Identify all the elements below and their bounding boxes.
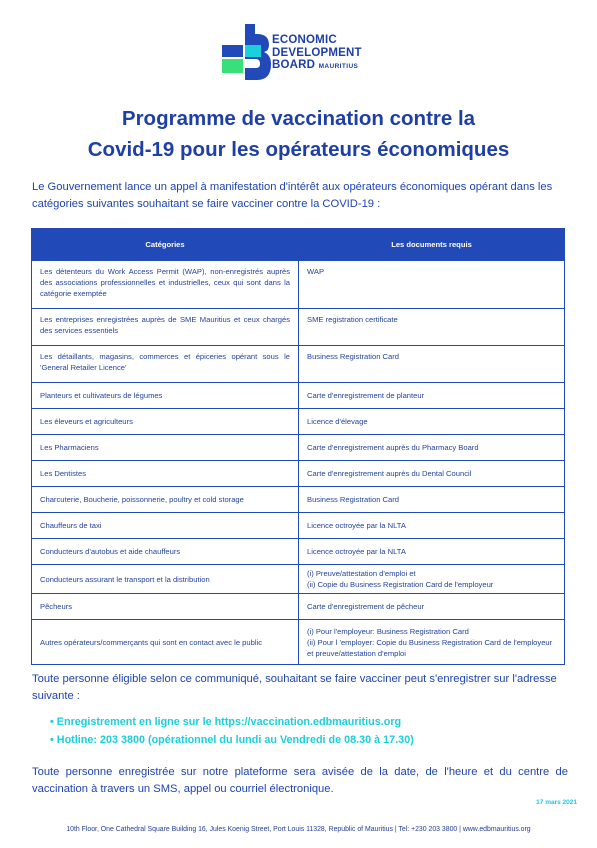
- table-row: [32, 461, 565, 487]
- table-row: [32, 409, 565, 435]
- documents-cell: [299, 620, 565, 665]
- document-line: Business Registration Card: [307, 495, 400, 504]
- documents-cell: [299, 261, 565, 309]
- publication-date: 17 mars 2021: [536, 799, 577, 806]
- header-categories: Catégories: [32, 229, 299, 261]
- document-line: (i) Pour l'employeur: Business Registration Card: [307, 626, 469, 636]
- header-documents: Les documents requis: [299, 229, 565, 261]
- document-line: Carte d'enregistrement auprès du Pharmacy Board: [307, 443, 479, 452]
- category-cell: Les entreprises enregistrées auprès de SME Mauritius et ceux chargés des services essentiels: [32, 309, 299, 346]
- category-cell: Les détaillants, magasins, commerces et épiceries opérant sous le 'General Retailer Licence': [32, 346, 299, 383]
- category-cell: Les Pharmaciens: [32, 435, 299, 461]
- table-row: [32, 346, 565, 383]
- document-line: (i) Preuve/attestation d'emploi et: [307, 569, 416, 578]
- page-title: [0, 103, 597, 165]
- documents-cell: [299, 487, 565, 513]
- category-cell: Autres opérateurs/commerçants qui sont en contact avec le public: [32, 620, 299, 665]
- title-line-2: Covid-19 pour les opérateurs économiques: [87, 138, 510, 161]
- documents-cell: [299, 513, 565, 539]
- online-registration-link[interactable]: • Enregistrement en ligne sur le https://vaccination.edbmauritius.org: [50, 713, 414, 731]
- document-line: Carte d'enregistrement de pêcheur: [307, 602, 425, 611]
- documents-cell: [299, 539, 565, 565]
- category-cell: Les détenteurs du Work Access Permit (WAP), non-enregistrés auprès des associations professionnelles et industrielles, ceux qui sont dans la catégorie exemptée: [32, 261, 299, 309]
- documents-cell: [299, 409, 565, 435]
- intro-paragraph: Le Gouvernement lance un appel à manifestation d'intérêt aux opérateurs économiques opérant dans les catégories suivantes souhaitant se faire vacciner contre la COVID-19 :: [32, 181, 553, 210]
- edb-logo: [219, 24, 379, 80]
- category-cell: Pêcheurs: [32, 594, 299, 620]
- document-line: WAP: [307, 267, 325, 276]
- table-row: [32, 383, 565, 409]
- documents-cell: [299, 346, 565, 383]
- category-cell: Les éleveurs et agriculteurs: [32, 409, 299, 435]
- category-cell: Les Dentistes: [32, 461, 299, 487]
- document-line: (ii) Copie du Business Registration Card de l'employeur: [307, 580, 494, 589]
- documents-cell: [299, 594, 565, 620]
- category-cell: Planteurs et cultivateurs de légumes: [32, 383, 299, 409]
- category-cell: Conducteurs assurant le transport et la distribution: [32, 565, 299, 594]
- document-line: Carte d'enregistrement de planteur: [307, 391, 425, 400]
- edb-logo-mark-icon: [219, 24, 271, 80]
- requirements-table: [31, 228, 565, 665]
- table-row: [32, 620, 565, 665]
- documents-cell: [299, 435, 565, 461]
- document-line: SME registration certificate: [307, 315, 398, 324]
- document-line: Licence octroyée par la NLTA: [307, 547, 406, 556]
- documents-cell: [299, 461, 565, 487]
- document-line: Licence d'élevage: [307, 417, 368, 426]
- hotline-item: • Hotline: 203 3800 (opérationnel du lundi au Vendredi de 08.30 à 17.30): [50, 731, 414, 749]
- registration-links: [50, 713, 414, 749]
- title-line-1: Programme de vaccination contre la: [121, 107, 476, 130]
- table-row: [32, 487, 565, 513]
- category-cell: Conducteurs d'autobus et aide chauffeurs: [32, 539, 299, 565]
- table-row: [32, 435, 565, 461]
- table-row: [32, 539, 565, 565]
- documents-cell: [299, 309, 565, 346]
- document-line: (ii) Pour l 'employer: Copie du Business Registration Card de l'employeur et preuve/attestation d'emploi: [307, 637, 553, 658]
- logo-wordmark: [272, 34, 362, 74]
- notice-paragraph: Toute personne enregistrée sur notre plateforme sera avisée de la date, de l'heure et du centre de vaccination à travers un SMS, appel ou courriel électronique.: [32, 766, 568, 795]
- table-row: [32, 309, 565, 346]
- category-cell: Chauffeurs de taxi: [32, 513, 299, 539]
- logo-line-3: BOARD: [272, 59, 316, 71]
- registration-paragraph: Toute personne éligible selon ce communiqué, souhaitant se faire vacciner peut s'enregistrer sur l'adresse suivante :: [32, 673, 557, 702]
- documents-cell: [299, 565, 565, 594]
- logo-line-3-suffix: MAURITIUS: [318, 63, 359, 70]
- document-line: Licence octroyée par la NLTA: [307, 521, 406, 530]
- document-line: Business Registration Card: [307, 352, 400, 361]
- logo-line-2: DEVELOPMENT: [272, 46, 362, 59]
- table-row: [32, 565, 565, 594]
- table-row: [32, 261, 565, 309]
- category-cell: Charcuterie, Boucherie, poissonnerie, poultry et cold storage: [32, 487, 299, 513]
- table-header-row: [32, 229, 565, 261]
- documents-cell: [299, 383, 565, 409]
- footer-address: 10th Floor, One Cathedral Square Building 16, Jules Koenig Street, Port Louis 11328, Republic of Mauritius | Tel: +230 203 3800 | www.edbmauritius.org: [66, 826, 531, 833]
- logo-line-1: ECONOMIC: [272, 34, 337, 46]
- table-row: [32, 513, 565, 539]
- document-line: Carte d'enregistrement auprès du Dental Council: [307, 469, 472, 478]
- table-row: [32, 594, 565, 620]
